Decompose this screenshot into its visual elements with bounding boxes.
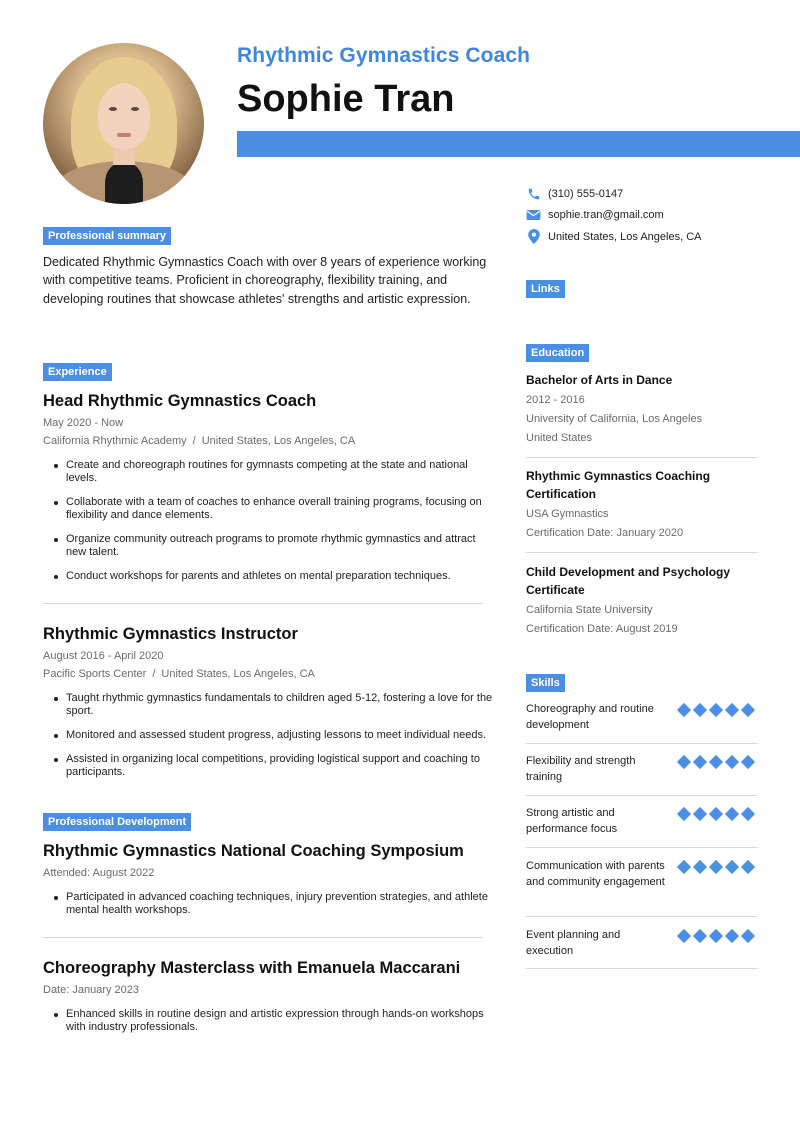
experience-dates: May 2020 - Now: [43, 417, 124, 429]
rating-diamond-icon: [724, 703, 738, 717]
list-item: Create and choreograph routines for gymnasts competing at the state and national levels.: [51, 459, 498, 485]
section-tag-education: Education: [526, 344, 589, 362]
list-item: Participated in advanced coaching techniques, injury prevention strategies, and athlete mental health workshops.: [51, 891, 498, 917]
experience-dates: August 2016 - April 2020: [43, 650, 164, 662]
section-tag-development: Professional Development: [43, 813, 191, 831]
rating-diamond-icon: [692, 807, 706, 821]
experience-company-line: Pacific Sports Center / United States, Los Angeles, CA: [43, 668, 315, 680]
rating-diamond-icon: [692, 703, 706, 717]
education-title: Rhythmic Gymnastics Coaching Certification: [526, 469, 711, 501]
education-detail: United States: [526, 432, 593, 444]
divider: [526, 916, 757, 917]
rating-diamond-icon: [676, 703, 690, 717]
list-item: Collaborate with a team of coaches to enhance overall training programs, focusing on flexibility and dance elements.: [51, 496, 498, 522]
list-item: Enhanced skills in routine design and artistic expression through hands-on workshops with industry professionals.: [51, 1008, 498, 1034]
summary-text: Dedicated Rhythmic Gymnastics Coach with over 8 years of experience working with competitive teams. Proficient in choreography, flexibility training, and developing routines that showcase athletes' strengths and artistic expression.: [43, 255, 487, 306]
rating-diamond-icon: [740, 929, 754, 943]
skill-rating: [677, 703, 754, 717]
job-title: Rhythmic Gymnastics Coach: [237, 44, 531, 67]
experience-title: Rhythmic Gymnastics Instructor: [43, 625, 298, 643]
rating-diamond-icon: [708, 860, 722, 874]
rating-diamond-icon: [724, 860, 738, 874]
phone-icon: [526, 186, 541, 201]
phone-text: (310) 555-0147: [548, 187, 624, 200]
rating-diamond-icon: [740, 807, 754, 821]
list-item: Conduct workshops for parents and athletes on mental preparation techniques.: [51, 570, 498, 583]
contact-location: [526, 229, 701, 244]
candidate-name: Sophie Tran: [237, 78, 455, 120]
list-item: Monitored and assessed student progress, adjusting lessons to meet individual needs.: [51, 729, 498, 742]
rating-diamond-icon: [676, 929, 690, 943]
list-item: Taught rhythmic gymnastics fundamentals to children aged 5-12, fostering a love for the sport.: [51, 692, 498, 718]
education-detail: California State University: [526, 604, 653, 616]
divider: [526, 795, 757, 796]
rating-diamond-icon: [692, 929, 706, 943]
divider: [526, 847, 757, 848]
development-bullets: [51, 891, 498, 928]
skill-label: Choreography and routine development: [526, 703, 654, 731]
development-meta: Attended: August 2022: [43, 867, 155, 879]
location-pin-icon: [526, 229, 541, 244]
rating-diamond-icon: [724, 929, 738, 943]
development-meta: Date: January 2023: [43, 984, 140, 996]
experience-company: California Rhythmic Academy: [43, 435, 187, 447]
email-text: sophie.tran@gmail.com: [548, 208, 664, 221]
section-tag-summary: Professional summary: [43, 227, 171, 245]
experience-bullets: [51, 692, 498, 790]
education-detail: USA Gymnastics: [526, 508, 609, 520]
email-icon: [526, 207, 541, 222]
rating-diamond-icon: [740, 860, 754, 874]
experience-location: United States, Los Angeles, CA: [161, 668, 315, 680]
skill-label: Flexibility and strength training: [526, 755, 636, 783]
rating-diamond-icon: [708, 807, 722, 821]
rating-diamond-icon: [692, 860, 706, 874]
education-detail: Certification Date: January 2020: [526, 527, 684, 539]
education-title: Child Development and Psychology Certificate: [526, 565, 731, 597]
education-detail: University of California, Los Angeles: [526, 413, 703, 425]
rating-diamond-icon: [692, 755, 706, 769]
header-accent-bar: [237, 131, 800, 157]
experience-title: Head Rhythmic Gymnastics Coach: [43, 392, 317, 410]
skill-rating: [677, 860, 754, 874]
education-detail: 2012 - 2016: [526, 394, 585, 406]
divider: [43, 603, 483, 604]
skill-rating: [677, 807, 754, 821]
development-title: Choreography Masterclass with Emanuela Maccarani: [43, 959, 461, 977]
skill-rating: [677, 929, 754, 943]
education-detail: Certification Date: August 2019: [526, 623, 678, 635]
skill-label: Strong artistic and performance focus: [526, 807, 618, 835]
rating-diamond-icon: [740, 703, 754, 717]
rating-diamond-icon: [724, 755, 738, 769]
experience-location: United States, Los Angeles, CA: [201, 435, 356, 447]
divider: [526, 457, 757, 458]
location-text: United States, Los Angeles, CA: [548, 230, 702, 243]
divider: [526, 743, 757, 744]
rating-diamond-icon: [708, 703, 722, 717]
rating-diamond-icon: [740, 755, 754, 769]
contact-email[interactable]: [526, 207, 664, 222]
rating-diamond-icon: [676, 860, 690, 874]
divider: [43, 937, 483, 938]
experience-company: Pacific Sports Center: [43, 668, 147, 680]
skill-label: Event planning and execution: [526, 929, 621, 957]
education-title: Bachelor of Arts in Dance: [526, 373, 673, 387]
skill-label: Communication with parents and community engagement: [526, 860, 665, 888]
divider: [526, 552, 757, 553]
section-tag-experience: Experience: [43, 363, 112, 381]
experience-company-line: California Rhythmic Academy / United States, Los Angeles, CA: [43, 435, 356, 447]
skill-rating: [677, 755, 754, 769]
rating-diamond-icon: [724, 807, 738, 821]
section-tag-links: Links: [526, 280, 565, 298]
rating-diamond-icon: [676, 755, 690, 769]
section-tag-skills: Skills: [526, 674, 565, 692]
development-bullets: [51, 1008, 498, 1045]
profile-photo: [43, 43, 204, 204]
rating-diamond-icon: [676, 807, 690, 821]
contact-phone[interactable]: [526, 186, 623, 201]
rating-diamond-icon: [708, 755, 722, 769]
rating-diamond-icon: [708, 929, 722, 943]
list-item: Organize community outreach programs to promote rhythmic gymnastics and attract new talent.: [51, 533, 498, 559]
experience-bullets: [51, 459, 498, 594]
list-item: Assisted in organizing local competitions, providing logistical support and coaching to participants.: [51, 753, 498, 779]
development-title: Rhythmic Gymnastics National Coaching Symposium: [43, 842, 464, 860]
divider: [526, 968, 757, 969]
